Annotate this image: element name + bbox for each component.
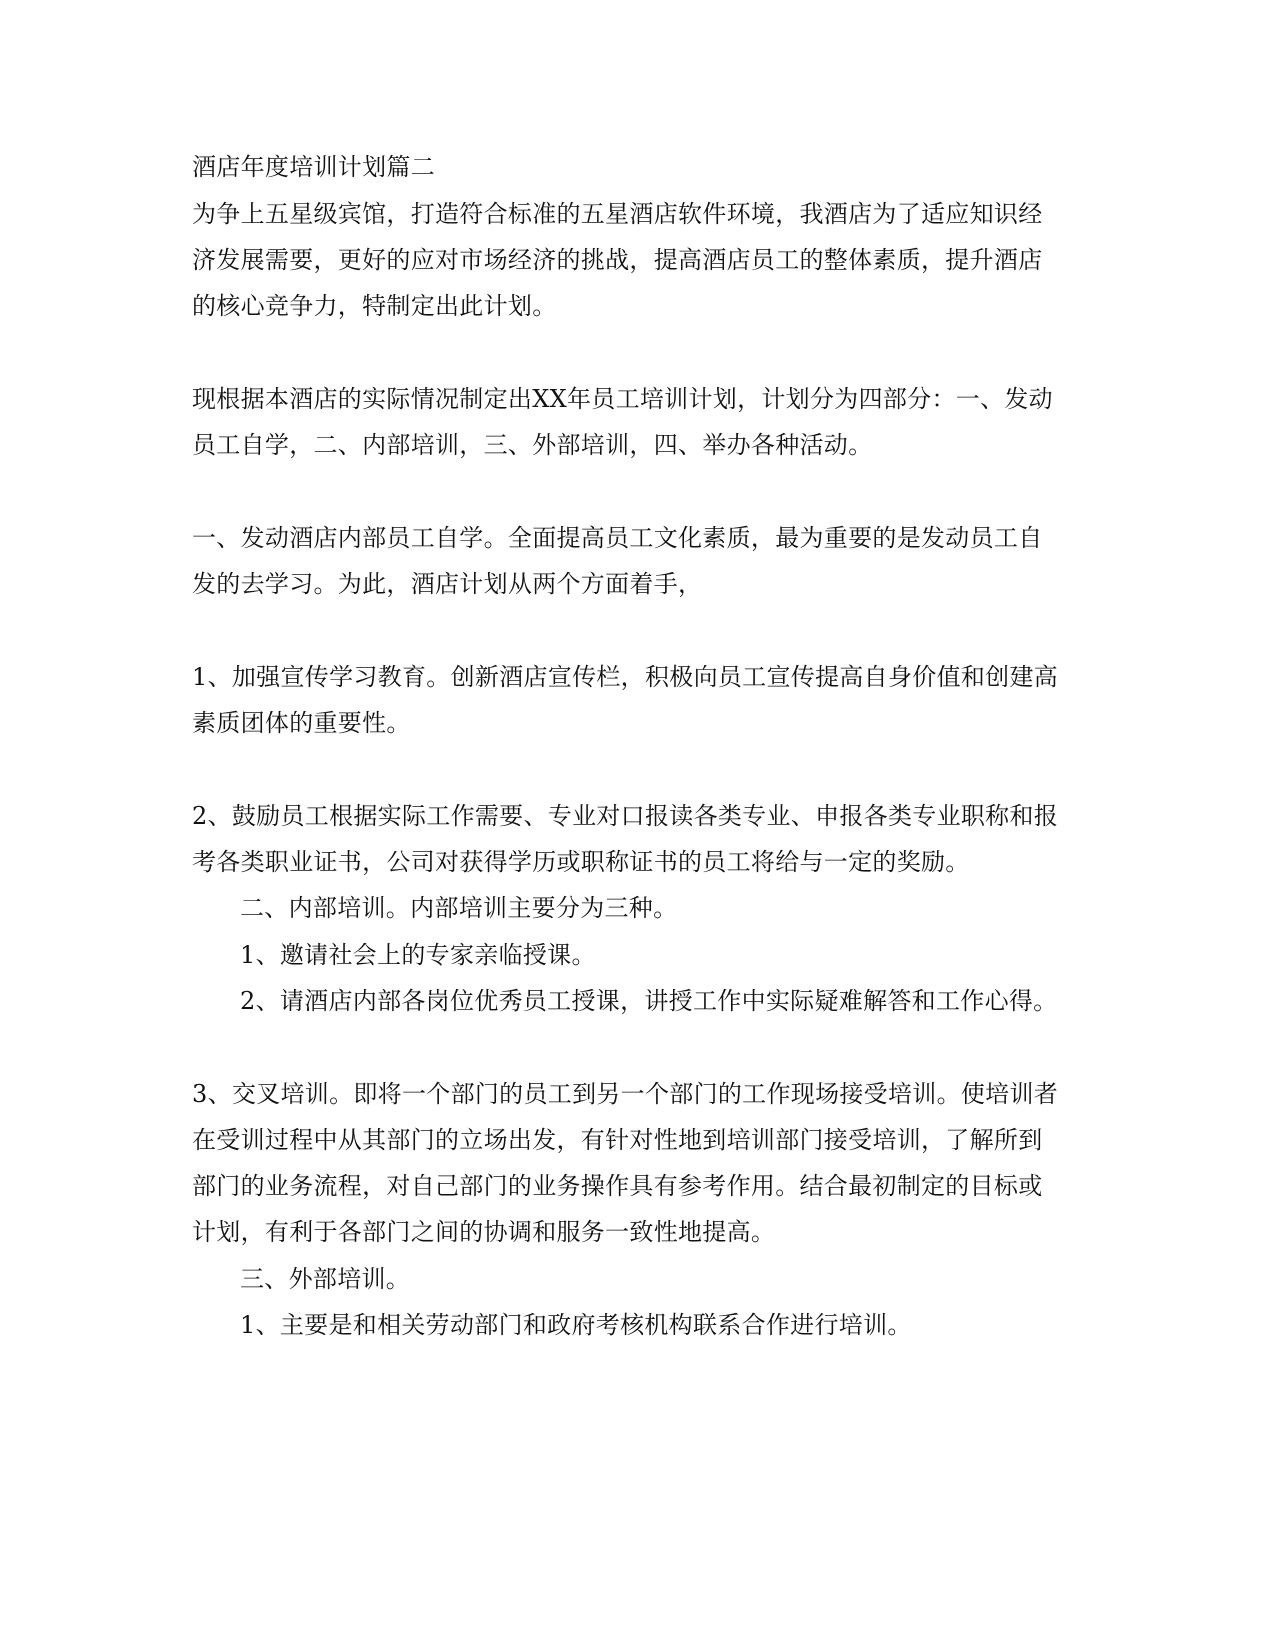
- overview-line-1: 现根据本酒店的实际情况制定出XX年员工培训计划，计划分为四部分：一、发动: [192, 385, 1053, 413]
- section2-item1: 1、邀请社会上的专家亲临授课。: [240, 941, 596, 969]
- section1-item1-line-1: 1、加强宣传学习教育。创新酒店宣传栏，积极向员工宣传提高自身价值和创建高: [192, 663, 1059, 691]
- section1-line-2: 发的去学习。为此，酒店计划从两个方面着手，: [192, 570, 703, 598]
- section2-item3-line-1: 3、交叉培训。即将一个部门的员工到另一个部门的工作现场接受培训。使培训者: [192, 1080, 1059, 1108]
- section1-line-1: 一、发动酒店内部员工自学。全面提高员工文化素质，最为重要的是发动员工自: [192, 524, 1043, 552]
- section3-heading: 三、外部培训。: [240, 1265, 411, 1293]
- section1-item2-line-1: 2、鼓励员工根据实际工作需要、专业对口报读各类专业、申报各类专业职称和报: [192, 802, 1059, 830]
- section2-item2: 2、请酒店内部各岗位优秀员工授课，讲授工作中实际疑难解答和工作心得。: [240, 987, 1058, 1015]
- section1-item2-line-2: 考各类职业证书，公司对获得学历或职称证书的员工将给与一定的奖励。: [192, 848, 970, 876]
- overview-line-2: 员工自学，二、内部培训，三、外部培训，四、举办各种活动。: [192, 431, 873, 459]
- section3-item1: 1、主要是和相关劳动部门和政府考核机构联系合作进行培训。: [240, 1311, 912, 1339]
- section2-item3-line-2: 在受训过程中从其部门的立场出发，有针对性地到培训部门接受培训，了解所到: [192, 1126, 1043, 1154]
- document-title: 酒店年度培训计划篇二: [192, 153, 435, 181]
- intro-line-1: 为争上五星级宾馆，打造符合标准的五星酒店软件环境，我酒店为了适应知识经: [192, 200, 1043, 228]
- section2-heading: 二、内部培训。内部培训主要分为三种。: [240, 894, 678, 922]
- intro-line-3: 的核心竞争力，特制定出此计划。: [192, 292, 557, 320]
- section1-item1-line-2: 素质团体的重要性。: [192, 709, 411, 737]
- section2-item3-line-3: 部门的业务流程，对自己部门的业务操作具有参考作用。结合最初制定的目标或: [192, 1172, 1043, 1200]
- section2-item3-line-4: 计划，有利于各部门之间的协调和服务一致性地提高。: [192, 1218, 776, 1246]
- intro-line-2: 济发展需要，更好的应对市场经济的挑战，提高酒店员工的整体素质，提升酒店: [192, 246, 1043, 274]
